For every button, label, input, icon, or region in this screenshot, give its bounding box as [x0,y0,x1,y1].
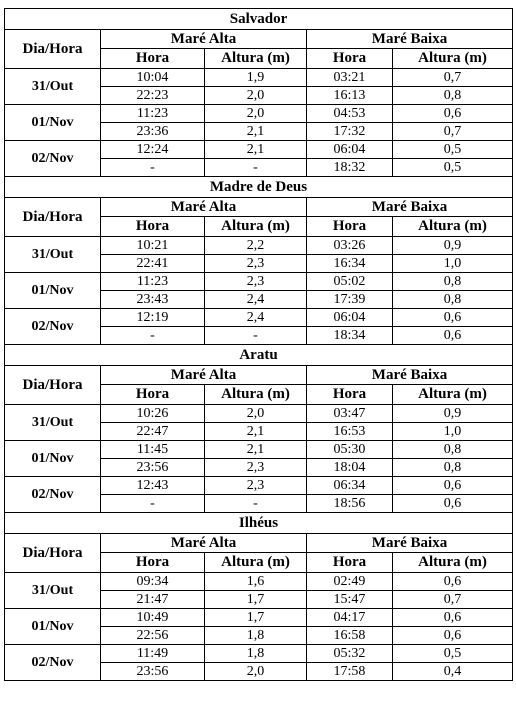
baixa-hora-cell: 18:34 [307,327,393,345]
alta-altura-cell: - [205,327,307,345]
station-name: Madre de Deus [5,177,513,198]
baixa-hora-cell: 03:26 [307,237,393,255]
alta-hora-cell: 23:56 [101,663,205,681]
alta-altura-cell: 2,1 [205,423,307,441]
alta-hora-cell: 10:26 [101,405,205,423]
alta-altura-cell: 1,6 [205,573,307,591]
baixa-altura-header: Altura (m) [393,217,513,237]
alta-altura-header: Altura (m) [205,385,307,405]
mare-baixa-header: Maré Baixa [307,534,513,553]
alta-hora-header: Hora [101,385,205,405]
alta-hora-cell: - [101,495,205,513]
baixa-hora-cell: 04:53 [307,105,393,123]
alta-hora-header: Hora [101,217,205,237]
baixa-hora-cell: 16:13 [307,87,393,105]
alta-altura-cell: 2,3 [205,477,307,495]
alta-hora-cell: 22:41 [101,255,205,273]
baixa-altura-cell: 0,8 [393,441,513,459]
mare-alta-header: Maré Alta [101,198,307,217]
baixa-hora-cell: 03:21 [307,69,393,87]
baixa-altura-cell: 1,0 [393,423,513,441]
baixa-hora-header: Hora [307,385,393,405]
baixa-hora-cell: 18:32 [307,159,393,177]
baixa-hora-cell: 16:34 [307,255,393,273]
group-header-row [5,30,513,49]
baixa-altura-cell: 0,8 [393,291,513,309]
baixa-hora-cell: 06:34 [307,477,393,495]
alta-hora-header: Hora [101,553,205,573]
alta-altura-cell: 2,3 [205,273,307,291]
table-row [5,609,513,627]
group-header-row [5,198,513,217]
alta-altura-cell: 2,2 [205,237,307,255]
alta-altura-cell: 1,7 [205,591,307,609]
baixa-hora-cell: 03:47 [307,405,393,423]
station-name: Aratu [5,345,513,366]
baixa-hora-cell: 18:56 [307,495,393,513]
date-cell: 02/Nov [5,477,101,513]
alta-hora-cell: 23:56 [101,459,205,477]
date-cell: 31/Out [5,237,101,273]
mare-alta-header: Maré Alta [101,534,307,553]
baixa-altura-cell: 0,6 [393,573,513,591]
date-cell: 01/Nov [5,105,101,141]
station-name: Ilhéus [5,513,513,534]
baixa-altura-cell: 0,7 [393,591,513,609]
baixa-altura-header: Altura (m) [393,385,513,405]
mare-baixa-header: Maré Baixa [307,366,513,385]
group-header-row [5,366,513,385]
baixa-altura-header: Altura (m) [393,49,513,69]
table-row [5,105,513,123]
table-row [5,273,513,291]
baixa-altura-cell: 1,0 [393,255,513,273]
baixa-altura-header: Altura (m) [393,553,513,573]
alta-hora-cell: 10:21 [101,237,205,255]
alta-altura-cell: 2,0 [205,105,307,123]
alta-hora-cell: 23:43 [101,291,205,309]
dia-hora-header: Dia/Hora [5,30,101,69]
mare-baixa-header: Maré Baixa [307,30,513,49]
baixa-hora-cell: 18:04 [307,459,393,477]
baixa-hora-header: Hora [307,217,393,237]
alta-hora-cell: 23:36 [101,123,205,141]
baixa-hora-cell: 05:02 [307,273,393,291]
alta-altura-cell: 2,1 [205,123,307,141]
alta-altura-cell: 2,3 [205,459,307,477]
baixa-hora-cell: 16:58 [307,627,393,645]
alta-hora-cell: 12:19 [101,309,205,327]
alta-hora-header: Hora [101,49,205,69]
alta-hora-cell: 11:45 [101,441,205,459]
dia-hora-header: Dia/Hora [5,366,101,405]
alta-hora-cell: 12:43 [101,477,205,495]
baixa-hora-cell: 02:49 [307,573,393,591]
baixa-hora-cell: 17:39 [307,291,393,309]
baixa-hora-cell: 17:32 [307,123,393,141]
tide-table [4,8,513,681]
alta-altura-cell: 2,4 [205,309,307,327]
alta-hora-cell: 21:47 [101,591,205,609]
alta-altura-cell: 1,8 [205,627,307,645]
baixa-altura-cell: 0,6 [393,477,513,495]
table-row [5,441,513,459]
baixa-altura-cell: 0,9 [393,405,513,423]
alta-altura-cell: 1,8 [205,645,307,663]
station-title-row [5,345,513,366]
mare-alta-header: Maré Alta [101,30,307,49]
mare-alta-header: Maré Alta [101,366,307,385]
alta-altura-cell: - [205,495,307,513]
baixa-altura-cell: 0,6 [393,495,513,513]
alta-altura-cell: 1,7 [205,609,307,627]
dia-hora-header: Dia/Hora [5,198,101,237]
alta-altura-cell: - [205,159,307,177]
baixa-altura-cell: 0,8 [393,273,513,291]
tide-tables [4,8,512,681]
alta-hora-cell: 10:49 [101,609,205,627]
alta-hora-cell: 22:23 [101,87,205,105]
date-cell: 31/Out [5,573,101,609]
baixa-hora-cell: 06:04 [307,141,393,159]
table-row [5,573,513,591]
alta-altura-cell: 2,4 [205,291,307,309]
dia-hora-header: Dia/Hora [5,534,101,573]
date-cell: 02/Nov [5,645,101,681]
alta-altura-cell: 1,9 [205,69,307,87]
date-cell: 02/Nov [5,309,101,345]
alta-hora-cell: - [101,159,205,177]
baixa-altura-cell: 0,6 [393,627,513,645]
table-row [5,237,513,255]
baixa-hora-cell: 05:32 [307,645,393,663]
table-row [5,477,513,495]
baixa-altura-cell: 0,8 [393,87,513,105]
alta-hora-cell: 12:24 [101,141,205,159]
alta-altura-cell: 2,3 [205,255,307,273]
baixa-hora-cell: 15:47 [307,591,393,609]
baixa-altura-cell: 0,6 [393,327,513,345]
baixa-altura-cell: 0,6 [393,309,513,327]
baixa-altura-cell: 0,5 [393,159,513,177]
station-title-row [5,177,513,198]
baixa-altura-cell: 0,7 [393,123,513,141]
station-name: Salvador [5,9,513,30]
baixa-hora-header: Hora [307,553,393,573]
alta-altura-cell: 2,1 [205,141,307,159]
table-row [5,645,513,663]
alta-altura-cell: 2,0 [205,663,307,681]
table-row [5,405,513,423]
alta-hora-cell: 22:47 [101,423,205,441]
alta-hora-cell: - [101,327,205,345]
table-row [5,141,513,159]
date-cell: 31/Out [5,405,101,441]
alta-hora-cell: 09:34 [101,573,205,591]
baixa-altura-cell: 0,5 [393,141,513,159]
alta-altura-header: Altura (m) [205,217,307,237]
alta-hora-cell: 11:23 [101,105,205,123]
alta-altura-header: Altura (m) [205,553,307,573]
alta-hora-cell: 10:04 [101,69,205,87]
date-cell: 01/Nov [5,609,101,645]
alta-altura-cell: 2,0 [205,87,307,105]
date-cell: 02/Nov [5,141,101,177]
baixa-altura-cell: 0,8 [393,459,513,477]
date-cell: 01/Nov [5,441,101,477]
table-row [5,309,513,327]
table-row [5,69,513,87]
baixa-altura-cell: 0,9 [393,237,513,255]
station-title-row [5,9,513,30]
baixa-hora-cell: 16:53 [307,423,393,441]
date-cell: 01/Nov [5,273,101,309]
baixa-altura-cell: 0,6 [393,609,513,627]
alta-altura-header: Altura (m) [205,49,307,69]
station-title-row [5,513,513,534]
baixa-altura-cell: 0,6 [393,105,513,123]
group-header-row [5,534,513,553]
baixa-hora-cell: 06:04 [307,309,393,327]
baixa-hora-cell: 05:30 [307,441,393,459]
baixa-altura-cell: 0,4 [393,663,513,681]
alta-altura-cell: 2,0 [205,405,307,423]
date-cell: 31/Out [5,69,101,105]
baixa-hora-header: Hora [307,49,393,69]
baixa-altura-cell: 0,5 [393,645,513,663]
alta-hora-cell: 11:23 [101,273,205,291]
alta-altura-cell: 2,1 [205,441,307,459]
baixa-hora-cell: 17:58 [307,663,393,681]
alta-hora-cell: 11:49 [101,645,205,663]
baixa-hora-cell: 04:17 [307,609,393,627]
mare-baixa-header: Maré Baixa [307,198,513,217]
alta-hora-cell: 22:56 [101,627,205,645]
baixa-altura-cell: 0,7 [393,69,513,87]
